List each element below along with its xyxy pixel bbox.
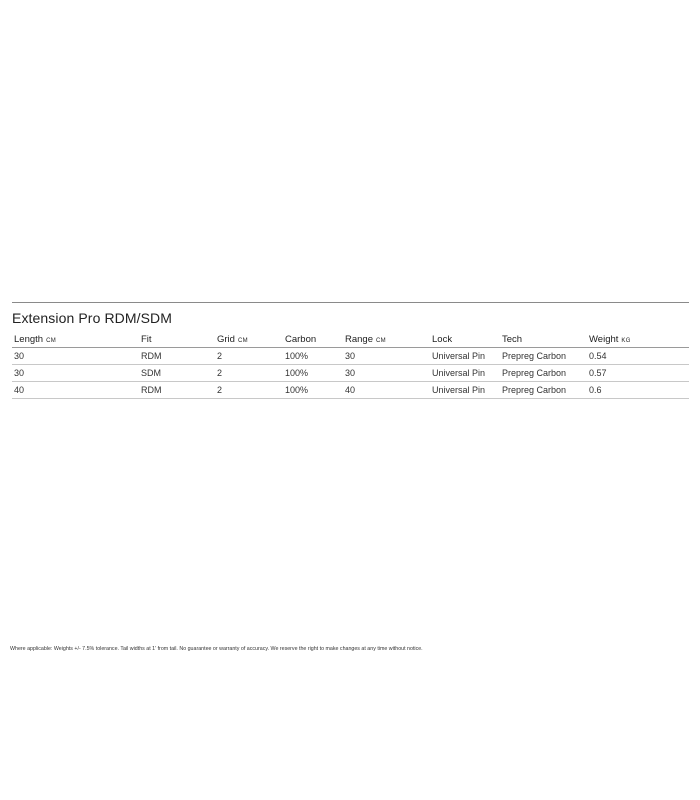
cell-carbon: 100% xyxy=(283,382,343,399)
spec-table xyxy=(12,328,689,399)
col-header-tech: Tech xyxy=(500,328,587,348)
cell-fit: RDM xyxy=(139,382,215,399)
cell-grid: 2 xyxy=(215,382,283,399)
spec-table-section xyxy=(12,302,689,399)
cell-weight: 0.57 xyxy=(587,365,689,382)
product-title: Extension Pro RDM/SDM xyxy=(12,310,173,326)
col-header-fit: Fit xyxy=(139,328,215,348)
cell-weight: 0.6 xyxy=(587,382,689,399)
cell-lock: Universal Pin xyxy=(430,365,500,382)
disclaimer-footnote: Where applicable: Weights +/- 7.5% tolerance. Tail widths at 1' from tail. No guarantee or warranty of accuracy. We reserve the right to make changes at any time without notice. xyxy=(10,646,423,652)
col-header-lock: Lock xyxy=(430,328,500,348)
cell-range: 40 xyxy=(343,382,430,399)
cell-grid: 2 xyxy=(215,365,283,382)
cell-carbon: 100% xyxy=(283,348,343,365)
cell-carbon: 100% xyxy=(283,365,343,382)
cell-range: 30 xyxy=(343,365,430,382)
cell-fit: SDM xyxy=(139,365,215,382)
header-row xyxy=(12,328,689,348)
col-header-weight: Weight KG xyxy=(587,328,689,348)
col-header-range: Range CM xyxy=(343,328,430,348)
cell-lock: Universal Pin xyxy=(430,348,500,365)
cell-length: 40 xyxy=(12,382,139,399)
cell-weight: 0.54 xyxy=(587,348,689,365)
cell-range: 30 xyxy=(343,348,430,365)
cell-length: 30 xyxy=(12,365,139,382)
cell-tech: Prepreg Carbon xyxy=(500,348,587,365)
col-header-carbon: Carbon xyxy=(283,328,343,348)
table-row xyxy=(12,382,689,399)
cell-grid: 2 xyxy=(215,348,283,365)
cell-lock: Universal Pin xyxy=(430,382,500,399)
cell-tech: Prepreg Carbon xyxy=(500,382,587,399)
cell-tech: Prepreg Carbon xyxy=(500,365,587,382)
table-row xyxy=(12,365,689,382)
table-row xyxy=(12,348,689,365)
col-header-length: Length CM xyxy=(12,328,139,348)
col-header-grid: Grid CM xyxy=(215,328,283,348)
cell-length: 30 xyxy=(12,348,139,365)
cell-fit: RDM xyxy=(139,348,215,365)
